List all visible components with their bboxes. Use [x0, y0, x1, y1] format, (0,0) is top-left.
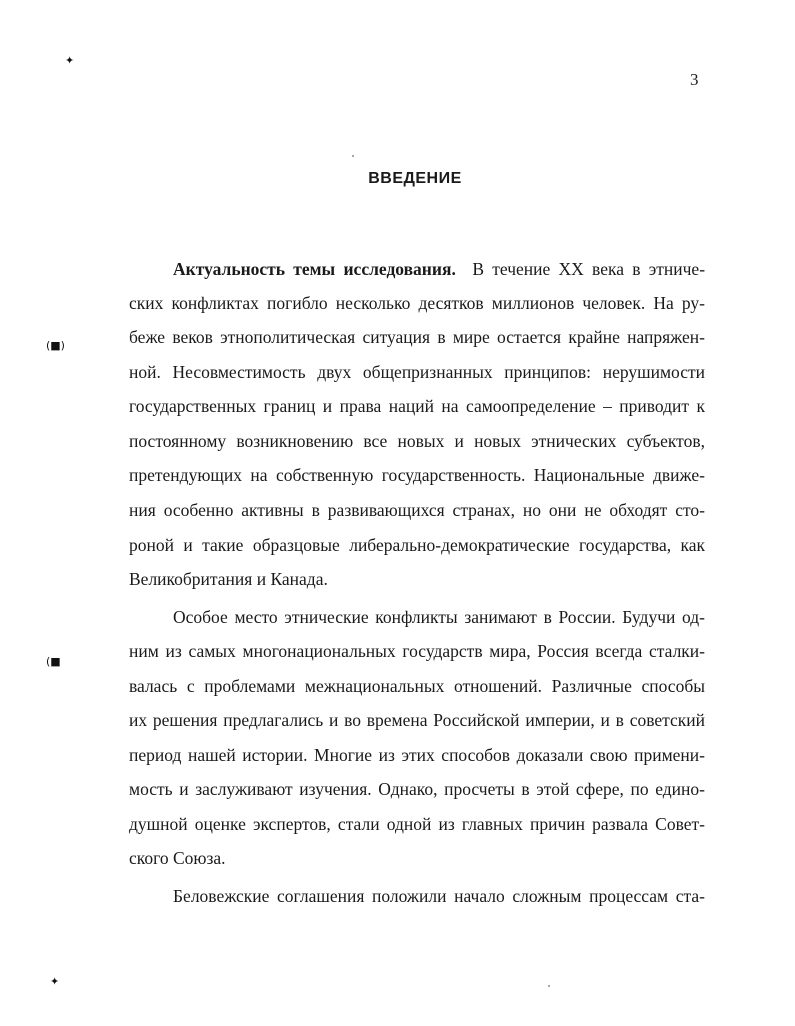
- paragraph-line: Особое место этнические конфликты занимают в России. Будучи од-: [173, 607, 705, 627]
- scan-speck: [352, 155, 354, 157]
- page-number: 3: [690, 70, 699, 89]
- paragraph-line: государственных границ и права наций на самоопределение – приводит к: [129, 396, 705, 416]
- binding-hole-mark-icon: (■: [46, 655, 61, 668]
- scan-speck: [548, 985, 550, 987]
- paragraph-line: ним из самых многонациональных государств мира, Россия всегда сталки-: [129, 641, 705, 661]
- paragraph-line: постоянному возникновению все новых и новых этнических субъектов,: [129, 431, 705, 451]
- paragraph-line: Актуальность темы исследования. В течение XX века в этниче-: [173, 259, 706, 279]
- paragraph-line: период нашей истории. Многие из этих способов доказали свою примени-: [129, 745, 705, 765]
- paragraph-line: Беловежские соглашения положили начало сложным процессам ста-: [173, 886, 705, 906]
- paragraph-line: ского Союза.: [129, 848, 226, 868]
- paragraph-line: роной и такие образцовые либерально-демократические государства, как: [129, 535, 705, 555]
- binding-hole-mark-icon: ✦: [50, 975, 60, 988]
- lead-phrase: Актуальность темы исследования.: [173, 259, 456, 279]
- paragraph-line: Великобритания и Канада.: [129, 569, 328, 589]
- paragraph-line: беже веков этнополитическая ситуация в мире остается крайне напряжен-: [129, 327, 705, 347]
- paragraph-line: претендующих на собственную государственность. Национальные движе-: [129, 465, 705, 485]
- paragraph-line: ной. Несовместимость двух общепризнанных принципов: нерушимости: [129, 362, 705, 382]
- binding-hole-mark-icon: ✦: [65, 54, 75, 67]
- paragraph-line: ния особенно активны в развивающихся странах, но они не обходят сто-: [129, 500, 705, 520]
- binding-hole-mark-icon: (■): [46, 339, 65, 352]
- paragraph-line: мость и заслуживают изучения. Однако, просчеты в этой сфере, по едино-: [129, 779, 705, 799]
- paragraph-line: их решения предлагались и во времена Российской империи, и в советский: [129, 710, 705, 730]
- paragraph-line: ских конфликтах погибло несколько десятков миллионов человек. На ру-: [129, 293, 705, 313]
- paragraph-line: душной оценке экспертов, стали одной из главных причин развала Совет-: [129, 814, 705, 834]
- page-title: ВВЕДЕНИЕ: [368, 170, 462, 187]
- paragraph-line: валась с проблемами межнациональных отношений. Различные способы: [129, 676, 705, 696]
